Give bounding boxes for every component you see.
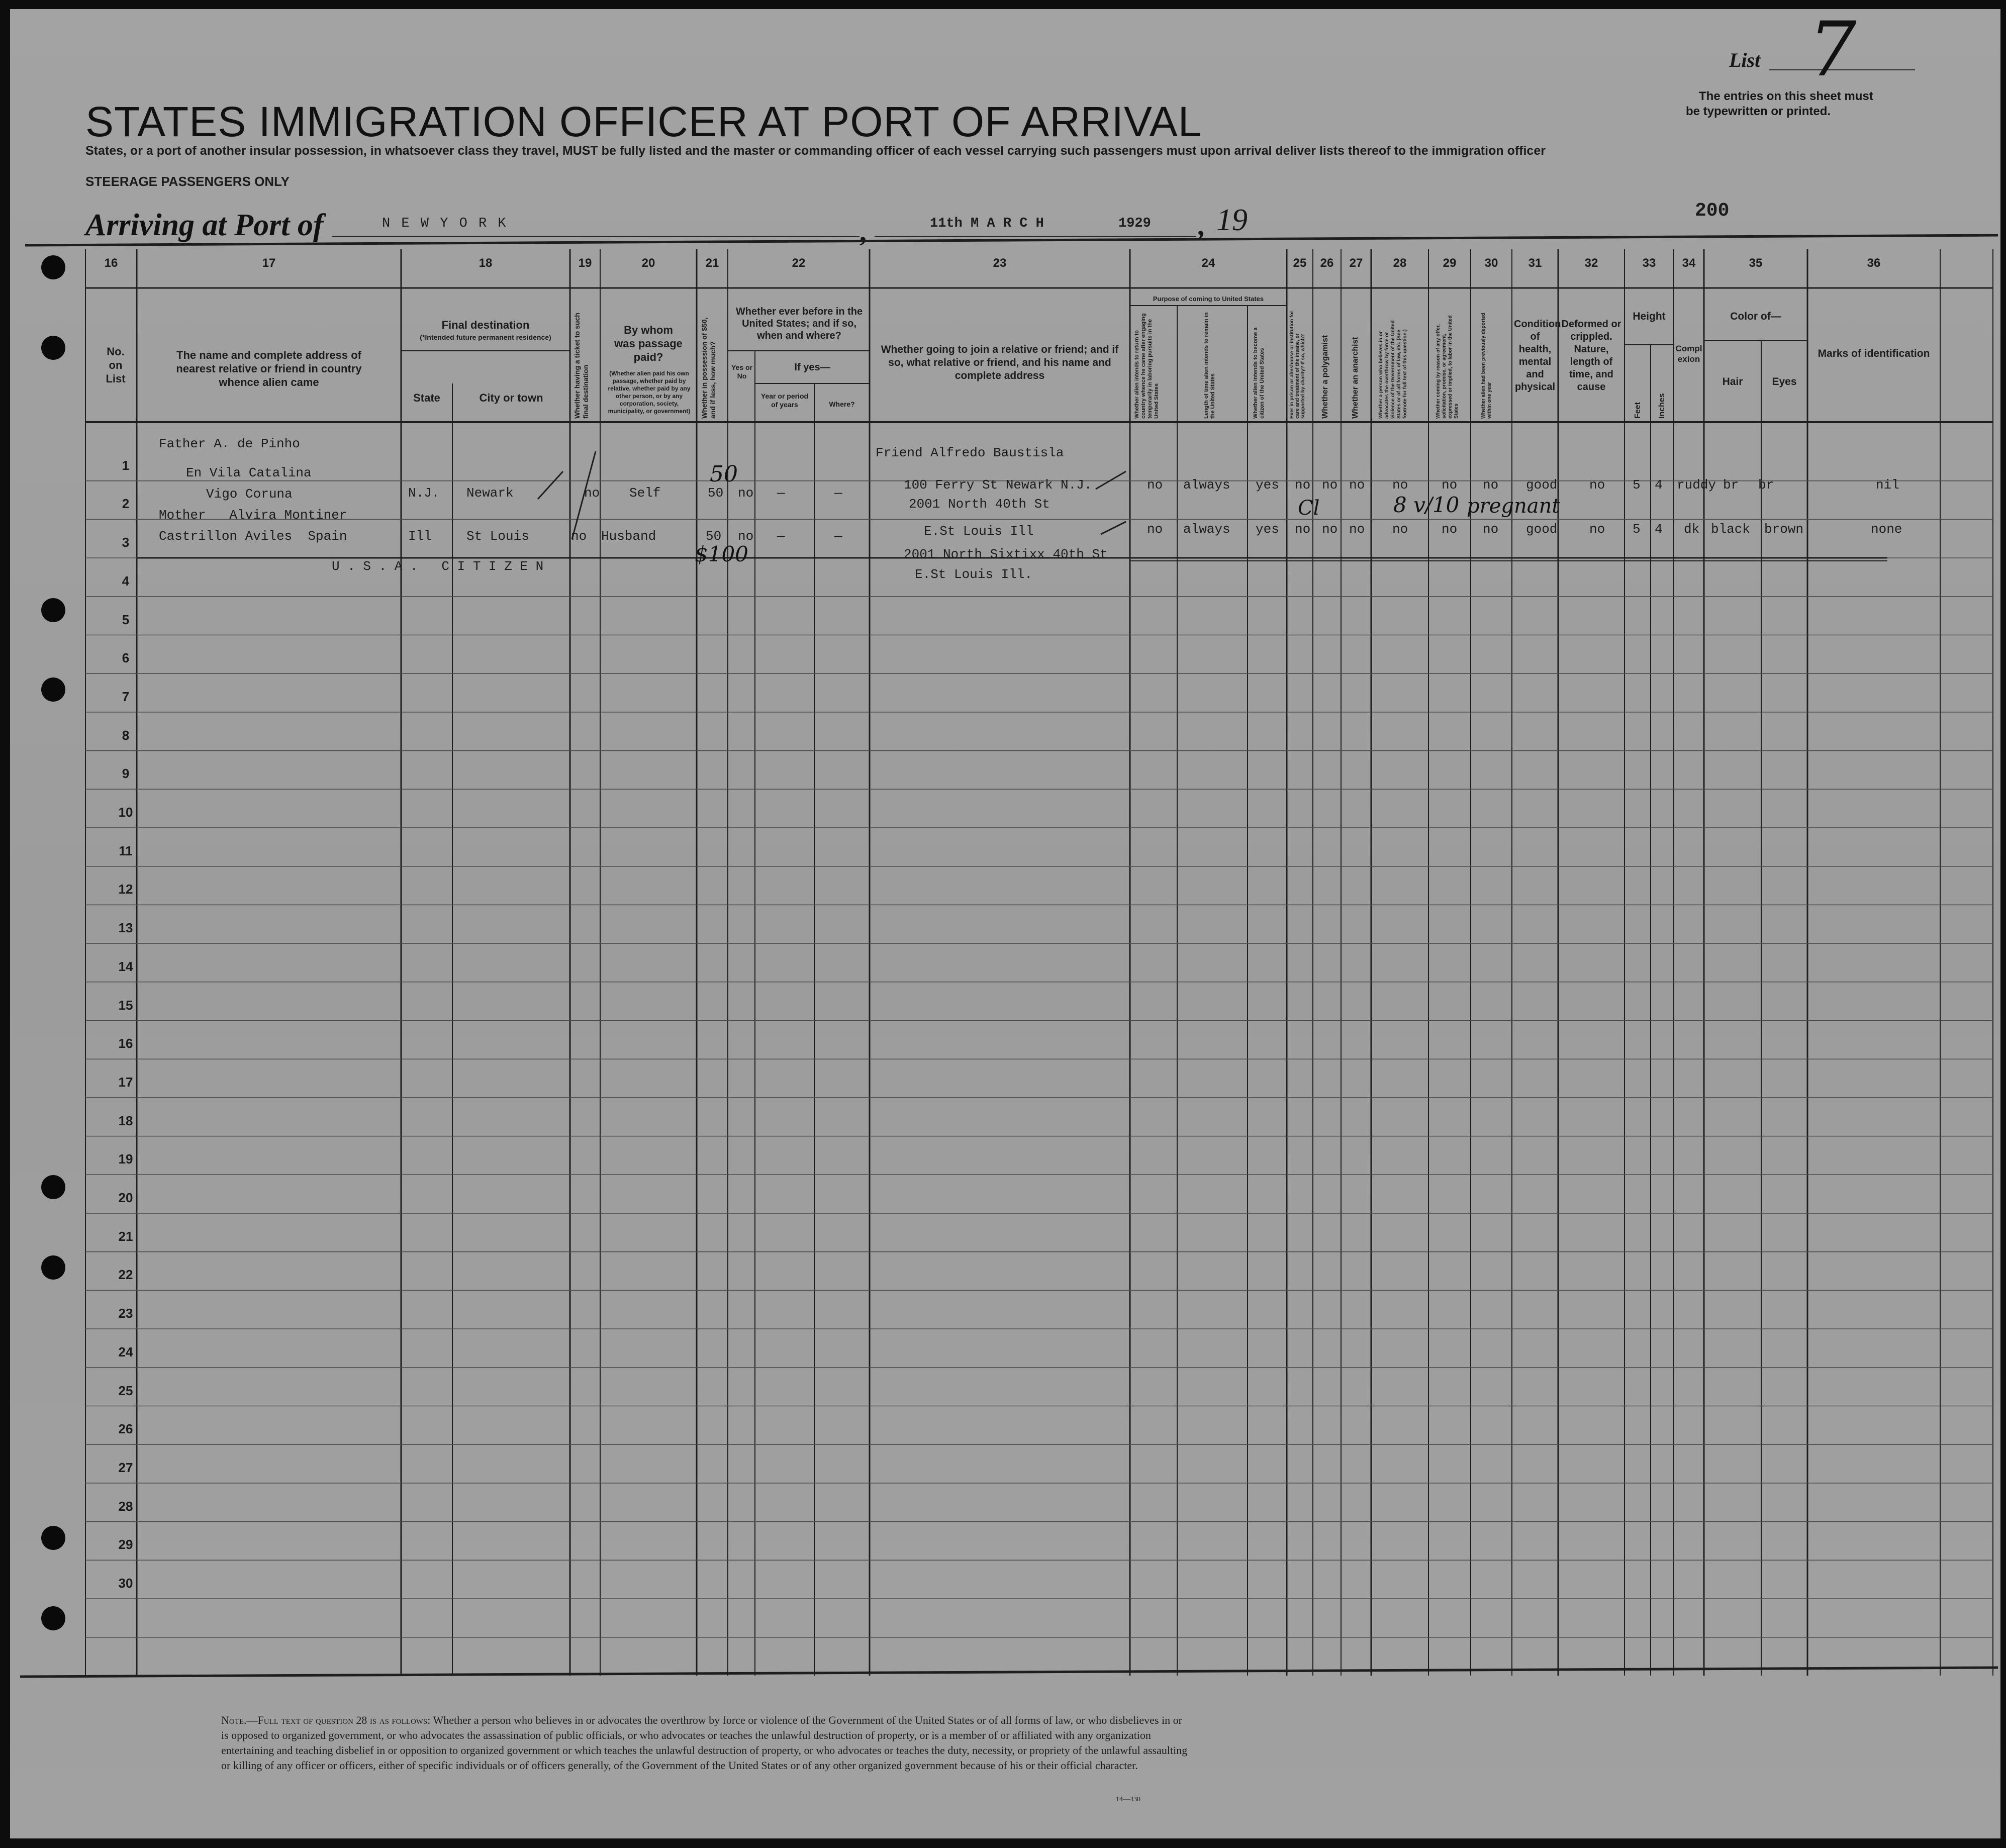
- footnote-lead: Note.—Full text of question 28 is as follows:: [221, 1714, 431, 1726]
- header-deformed: Deformed or crippled. Nature, length of time, and cause: [1561, 319, 1621, 393]
- list-label: List: [1729, 49, 1761, 71]
- header-length: Length of time alien intends to remain in the United States: [1203, 312, 1216, 419]
- row-number: 24: [118, 1344, 133, 1359]
- header-become-citizen: Whether alien intends to become a citizen of the United States: [1253, 327, 1265, 419]
- r2-marks: none: [1871, 522, 1902, 537]
- r1-ticket: no: [584, 485, 600, 501]
- row-number: 2: [122, 496, 130, 512]
- r2-before: no: [738, 529, 754, 544]
- r3-joining-line1: E.St Louis Ill.: [915, 567, 1033, 582]
- header-passage-paid: By whom was passage paid?: [614, 324, 683, 363]
- row-number: 16: [118, 1036, 133, 1051]
- header-prison: Ever in prison or almshouse or institution for care and treatment of the insane, or supported by charity? If so, which?: [1289, 311, 1306, 419]
- r1-q30: no: [1483, 477, 1499, 493]
- row-number: 12: [118, 882, 133, 897]
- header-city: City or town: [479, 392, 543, 404]
- r1-return: no: [1147, 477, 1163, 493]
- col-num-17: 17: [262, 256, 276, 270]
- header-where: Where?: [829, 400, 855, 408]
- manifest-sheet: List 7 The entries on this sheet must be typewritten or printed. STATES IMMIGRATION OFFICER AT PORT OF ARRIVAL States, or a port of another insular possession, in whatsoever class they travel, MUST be fully listed and the master or commanding officer of each vessel carrying such passengers must upon arrival deliver lists thereof to the immigration officer STEERAGE PASSENGERS ONLY Arriving at Port of N E W Y O R K , 11th M A R C H 1929 , 19 200 16 17 18 19 20 21 22 23 24 25 26 27 28 29 30 31 32 33 34 35 36 No. on List The name and complete address of nearest relative or friend in country whence alien came Final destination (*Intended future permanent residence) State City or town Whether having a ticket to such final destination By whom was passage paid? (Whether alien paid his own passage, whether paid by relative, whether paid by any other person, or by any corporation, society, municipality, or government) Whether in possession of $50, and if less, how much? Whether ever before in the United States; and if so, when and where? Yes or No If yes— Year or period of years Where? Whether going to join a relative or friend; and if so, what relative or friend, and his name and complete address Purpose of coming to United States Whether alien intends to return to country whence he came after engaging temporarily in laboring pursuits in the United States Length of time alien intends to remain in the United States Whether alien intends to become a citizen of the United States Ever in prison or almshouse or institution for care and treatment of the insane, or supported by charity? If so, which? Whether a polygamist Whether an anarchist Whether a person who believes in or advocates the overthrow by force or violence of the Government of the United States or of all forms of law, etc. (See footnote for full text of this question.) Whether coming by reason of any offer, solicitation, promise, or agreement, expressed or implied, to labor in the United States Whether alien had been previously deported within one year Condition of health, mental and physical Deformed or crippled. Nature, length of time, and cause Height Feet Inches Complexion Color of— Hair Eyes Marks of identification 1 2 3 4 5 6 7 8 9 10 11 12 13 14 15 16 17 18 19 20 21 22 23 24 25 26 27 28 29 30 Father A. de Pinho En Vila Catalina Vigo Coruna N.J. Newark no Self 50 50 no — — Friend Alfredo Baustisla 100 Ferry St Newark N.J. no always yes no no no no no no good no 5 4 ruddy br br nil Mother Alvira Montiner Castrillon Aviles Spain Ill St Louis no Husband 50 $100 no — — 2001 North 40th St E.St Louis Ill no always yes no no no no no no good no 5 4 dk black brown none Cl 8 v/10 pregnant U . S . A . C I T I Z E N 2001 North Sixtixx 40th St E.St Louis Ill. Note.—Full text of question 28 is as follows: Whether a person who believes in or advocates the overthrow by force or violence of the Government of the United States or of all forms of law, or who disbelieves in or is opposed to organized government, or who advocates the assassination of public officials, or who advocates or teaches the unlawful destruction of property, or is a member of or affiliated with any organization entertaining and teaching disbelief in or opposition to organized government or which teaches the unlawful destruction of property, or who advocates or teaches the duty, necessity, or propriety of the unlawful assaulting or killing of any officer or officers, either of specific individuals or of officers generally, of the Government of the United States or of any other organized government because of his or their official character. 14—430: [10, 9, 2000, 1838]
- r2-joining-line1: E.St Louis Ill: [924, 524, 1034, 539]
- r1-polygamist: no: [1322, 477, 1338, 493]
- col-num-33: 33: [1642, 256, 1656, 270]
- col-num-34: 34: [1682, 256, 1696, 270]
- header-money: Whether in possession of $50, and if less, how much?: [700, 317, 717, 419]
- col-num-31: 31: [1528, 256, 1542, 270]
- col-num-30: 30: [1484, 256, 1498, 270]
- r2-length: always: [1183, 522, 1230, 537]
- col-num-19: 19: [578, 256, 592, 270]
- row-number: 4: [122, 573, 130, 589]
- row-number: 7: [122, 689, 130, 704]
- r1-deformed: no: [1589, 477, 1605, 493]
- col-num-35: 35: [1749, 256, 1763, 270]
- r1-paid-by: Self: [629, 485, 661, 501]
- steerage-label: STEERAGE PASSENGERS ONLY: [85, 174, 290, 189]
- header-eyes: Eyes: [1772, 376, 1797, 387]
- row-number: 21: [118, 1228, 133, 1244]
- row-number: 19: [118, 1151, 133, 1167]
- header-deported: Whether alien had been previously deported within one year: [1481, 313, 1492, 419]
- r1-marks: nil: [1876, 477, 1899, 493]
- header-state: State: [413, 392, 440, 404]
- r1-before-where: —: [834, 485, 842, 501]
- r3-joining-line0: 2001 North Sixtixx 40th St: [904, 547, 1108, 562]
- header-height: Height: [1633, 311, 1666, 322]
- r2-return: no: [1147, 522, 1163, 537]
- row-number: 23: [118, 1306, 133, 1321]
- row-number: 22: [118, 1267, 133, 1283]
- row-number: 17: [118, 1074, 133, 1090]
- header-health: Condition of health, mental and physical: [1514, 319, 1561, 393]
- r2-paid-by: Husband: [601, 529, 656, 544]
- col-num-18: 18: [479, 256, 493, 270]
- header-marks: Marks of identification: [1818, 348, 1930, 359]
- r1-length: always: [1183, 477, 1230, 493]
- r1-before: no: [738, 485, 754, 501]
- arriving-label: Arriving at Port of: [85, 208, 324, 242]
- header-nearest-relative: The name and complete address of nearest relative or friend in country whence alien came: [176, 349, 362, 388]
- page-title: STATES IMMIGRATION OFFICER AT PORT OF ARRIVAL: [85, 98, 1202, 145]
- header-return: Whether alien intends to return to country whence he came after engaging temporarily in laboring pursuits in the United States: [1134, 313, 1160, 419]
- header-inches: Inches: [1658, 393, 1666, 419]
- r2-annotation-c: pregnant: [1467, 495, 1560, 518]
- row-number: 3: [122, 535, 130, 550]
- r2-state: Ill: [408, 529, 432, 544]
- row-number: 25: [118, 1383, 133, 1398]
- r2-prison: no: [1295, 522, 1311, 537]
- header-hair: Hair: [1722, 376, 1743, 387]
- manifest-grid: [10, 6, 2000, 1838]
- col-num-22: 22: [792, 256, 806, 270]
- r3-citizen-line: U . S . A . C I T I Z E N: [332, 559, 544, 574]
- port-value: N E W Y O R K: [382, 216, 508, 231]
- row-number: 27: [118, 1460, 133, 1475]
- r2-annotation-b: 8 v/10: [1393, 493, 1460, 517]
- r1-relative-line0: Father A. de Pinho: [159, 436, 300, 451]
- r1-q29: no: [1442, 477, 1458, 493]
- r2-hair: black: [1711, 522, 1751, 537]
- r1-relative-line1: En Vila Catalina: [186, 465, 312, 480]
- col-num-28: 28: [1393, 256, 1407, 270]
- header-no-on-list: No. on List: [106, 345, 126, 385]
- sheet-code: 200: [1695, 200, 1730, 222]
- r1-state: N.J.: [408, 485, 440, 501]
- r2-health: good: [1526, 522, 1558, 537]
- header-feet: Feet: [1634, 402, 1642, 419]
- r2-city: St Louis: [466, 529, 529, 544]
- row-number: 9: [122, 766, 130, 782]
- year-prefix: 19: [1216, 203, 1248, 237]
- row-number: 11: [119, 843, 133, 858]
- header-anarchist: Whether an anarchist: [1351, 337, 1360, 419]
- r2-complexion: dk: [1684, 522, 1700, 537]
- col-num-29: 29: [1443, 256, 1457, 270]
- r2-citizen: yes: [1256, 522, 1279, 537]
- header-final-destination-note: (*Intended future permanent residence): [420, 333, 551, 341]
- r1-before-year: —: [777, 485, 785, 501]
- r2-anarchist: no: [1349, 522, 1365, 537]
- r1-money-hand: 50: [710, 461, 738, 487]
- row-number: 28: [118, 1498, 133, 1514]
- r2-before-where: —: [834, 529, 842, 544]
- header-yes-no: Yes or No: [731, 363, 753, 380]
- r2-q29: no: [1442, 522, 1458, 537]
- r2-before-year: —: [777, 529, 785, 544]
- row-number: 30: [118, 1576, 133, 1591]
- col-num-23: 23: [993, 256, 1007, 270]
- header-purpose: Purpose of coming to United States: [1153, 295, 1264, 303]
- header-complexion: Complexion: [1675, 344, 1702, 364]
- header-if-yes: If yes—: [794, 362, 830, 373]
- r2-q30: no: [1483, 522, 1499, 537]
- col-num-21: 21: [705, 256, 719, 270]
- row-number: 5: [122, 612, 130, 627]
- row-number: 8: [122, 727, 130, 743]
- header-year: Year or period of years: [760, 392, 809, 409]
- row-number: 1: [122, 457, 130, 473]
- r1-joining-line1: 100 Ferry St Newark N.J.: [904, 477, 1092, 493]
- r1-complexion: ruddy: [1677, 477, 1716, 493]
- r2-relative-line1: Mother Alvira Montiner: [159, 508, 347, 523]
- r2-inches: 4: [1655, 522, 1663, 537]
- header-overthrow: Whether a person who believes in or advocates the overthrow by force or violence of the Government of the United States or of all forms of law, etc. (See footnote for full text of this question.): [1378, 320, 1408, 419]
- r1-prison: no: [1295, 477, 1311, 493]
- col-num-26: 26: [1320, 256, 1334, 270]
- row-number: 10: [118, 805, 133, 820]
- r1-citizen: yes: [1256, 477, 1279, 493]
- footnote-text: Whether a person who believes in or advocates the overthrow by force or violence of the Government of the United States or of all forms of law, or who disbelieves in or is opposed to organized government, or who advocates the assassination of public officials, or who advocates or teaches the unlawful destruction of property, or is a member of or affiliated with any organization entertaining and teaching disbelief in or opposition to organized government or which teaches the unlawful destruction of property, or who advocates or teaches the duty, necessity, or propriety of the unlawful assaulting or killing of any officer or officers, either of specific individuals or of officers generally, of the Government of the United States or of any other organized government because of his or their official character.: [221, 1714, 1188, 1772]
- header-passage-paid-note: (Whether alien paid his own passage, whether paid by relative, whether paid by any other person, or by any corporation, society, municipality, or government): [608, 370, 691, 415]
- header-polygamist: Whether a polygamist: [1321, 335, 1329, 419]
- col-num-27: 27: [1349, 256, 1363, 270]
- header-ever-before: Whether ever before in the United States; and if so, when and where?: [735, 306, 863, 341]
- r1-money: 50: [708, 485, 724, 501]
- row-number: 6: [122, 650, 130, 666]
- row-number: 15: [118, 997, 133, 1013]
- r2-annotation-a: Cl: [1298, 497, 1320, 520]
- r1-eyes: br: [1758, 477, 1774, 493]
- r2-feet: 5: [1633, 522, 1641, 537]
- r2-relative-line2: Castrillon Aviles Spain: [159, 529, 347, 544]
- r2-eyes: brown: [1764, 522, 1804, 537]
- row-number: 13: [118, 920, 133, 936]
- row-number: 14: [118, 958, 133, 974]
- col-num-16: 16: [104, 256, 118, 270]
- typewritten-note-1: The entries on this sheet must: [1699, 89, 1873, 103]
- list-number: 7: [1808, 6, 1857, 93]
- row-number: 29: [118, 1537, 133, 1552]
- col-num-25: 25: [1293, 256, 1307, 270]
- r1-feet: 5: [1633, 477, 1641, 493]
- col-num-24: 24: [1201, 256, 1215, 270]
- year-typed: 1929: [1118, 216, 1151, 231]
- subtitle: States, or a port of another insular possession, in whatsoever class they travel, MUST be fully listed and the master or commanding officer of each vessel carrying such passengers must upon arrival deliver lists thereof to the immigration officer: [85, 144, 1546, 158]
- r2-q28: no: [1392, 522, 1408, 537]
- header-final-destination: Final destination: [441, 319, 530, 331]
- r1-inches: 4: [1655, 477, 1663, 493]
- r1-health: good: [1526, 477, 1558, 493]
- r2-joining-line0: 2001 North 40th St: [909, 497, 1050, 512]
- header-ticket: Whether having a ticket to such final destination: [573, 313, 590, 419]
- row-number: 20: [118, 1190, 133, 1205]
- header-color-of: Color of—: [1730, 311, 1781, 322]
- header-joining: Whether going to join a relative or friend; and if so, what relative or friend, and his name and complete address: [881, 344, 1119, 381]
- r2-deformed: no: [1589, 522, 1605, 537]
- typewritten-note-2: be typewritten or printed.: [1686, 105, 1831, 118]
- col-num-32: 32: [1584, 256, 1598, 270]
- r2-money-hand: $100: [695, 542, 748, 566]
- r2-polygamist: no: [1322, 522, 1338, 537]
- r1-q28: no: [1392, 477, 1408, 493]
- form-code: 14—430: [1116, 1796, 1140, 1803]
- r1-relative-line2: Vigo Coruna: [206, 487, 293, 502]
- footnote: [221, 1713, 1191, 1773]
- r1-joining-line0: Friend Alfredo Baustisla: [876, 445, 1064, 460]
- r1-anarchist: no: [1349, 477, 1365, 493]
- header-offer: Whether coming by reason of any offer, solicitation, promise, or agreement, expressed or implied, to labor in the United States: [1436, 315, 1459, 419]
- row-number: 26: [118, 1421, 133, 1437]
- r1-city: Newark: [466, 485, 514, 501]
- row-number: 18: [118, 1113, 133, 1128]
- col-num-20: 20: [641, 256, 655, 270]
- r2-money: 50: [706, 529, 722, 544]
- col-num-36: 36: [1867, 256, 1881, 270]
- date-value: 11th M A R C H: [930, 216, 1044, 231]
- r2-ticket: no: [571, 529, 587, 544]
- r1-hair: br: [1723, 477, 1739, 493]
